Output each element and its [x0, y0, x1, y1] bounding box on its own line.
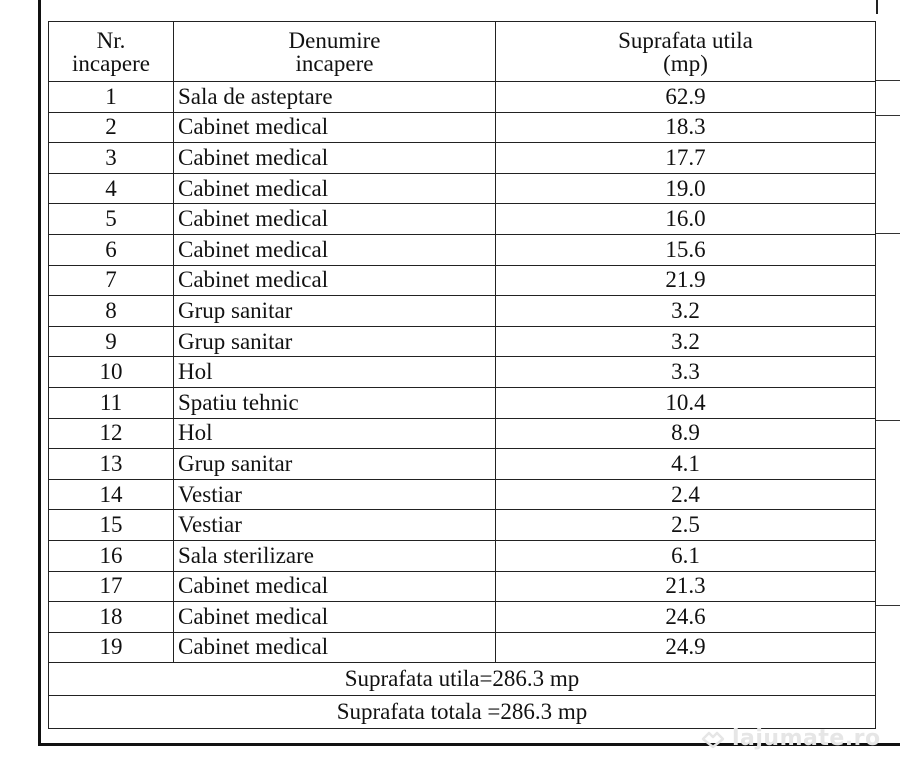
watermark-text: lajumate.ro — [732, 726, 881, 751]
room-name-cell: Cabinet medical — [174, 112, 496, 143]
room-number-cell: 3 — [49, 143, 174, 174]
room-number-cell: 17 — [49, 571, 174, 602]
room-number-cell: 6 — [49, 234, 174, 265]
room-area-cell: 24.9 — [496, 632, 876, 663]
room-area-cell: 21.3 — [496, 571, 876, 602]
table-row — [49, 326, 876, 357]
room-number-cell: 5 — [49, 204, 174, 235]
frame-tick-line — [876, 115, 900, 116]
room-area-cell: 3.2 — [496, 296, 876, 327]
table-row — [49, 265, 876, 296]
room-number-cell: 14 — [49, 479, 174, 510]
table-header-row — [49, 22, 876, 82]
room-number-cell: 2 — [49, 112, 174, 143]
useful-area-total: Suprafata utila=286.3 mp — [49, 663, 876, 696]
room-area-cell: 16.0 — [496, 204, 876, 235]
room-number-cell: 18 — [49, 602, 174, 633]
room-name-cell: Cabinet medical — [174, 234, 496, 265]
room-number-cell: 10 — [49, 357, 174, 388]
room-name-cell: Cabinet medical — [174, 602, 496, 633]
drawing-frame-right-edge — [876, 0, 878, 14]
room-number-cell: 9 — [49, 326, 174, 357]
room-area-cell: 2.4 — [496, 479, 876, 510]
room-name-cell: Vestiar — [174, 479, 496, 510]
header-room-number: Nr. incapere — [49, 22, 174, 82]
room-name-cell: Sala de asteptare — [174, 82, 496, 113]
room-area-table — [48, 21, 876, 729]
room-number-cell: 7 — [49, 265, 174, 296]
room-name-cell: Cabinet medical — [174, 632, 496, 663]
room-name-cell: Cabinet medical — [174, 571, 496, 602]
room-area-cell: 17.7 — [496, 143, 876, 174]
room-number-cell: 15 — [49, 510, 174, 541]
table-row — [49, 112, 876, 143]
room-name-cell: Cabinet medical — [174, 265, 496, 296]
header-useful-area: Suprafata utila (mp) — [496, 22, 876, 82]
room-number-cell: 1 — [49, 82, 174, 113]
room-area-cell: 3.2 — [496, 326, 876, 357]
room-area-cell: 62.9 — [496, 82, 876, 113]
total-area-row — [49, 696, 876, 729]
useful-area-total-row — [49, 663, 876, 696]
table-row — [49, 479, 876, 510]
room-area-cell: 8.9 — [496, 418, 876, 449]
room-number-cell: 11 — [49, 387, 174, 418]
room-name-cell: Grup sanitar — [174, 449, 496, 480]
room-name-cell: Sala sterilizare — [174, 540, 496, 571]
frame-tick-line — [876, 420, 900, 421]
frame-tick-line — [876, 605, 900, 606]
room-name-cell: Grup sanitar — [174, 296, 496, 327]
room-area-cell: 21.9 — [496, 265, 876, 296]
room-name-cell: Hol — [174, 418, 496, 449]
room-area-cell: 10.4 — [496, 387, 876, 418]
room-name-cell: Spatiu tehnic — [174, 387, 496, 418]
room-area-cell: 6.1 — [496, 540, 876, 571]
room-name-cell: Grup sanitar — [174, 326, 496, 357]
room-name-cell: Cabinet medical — [174, 204, 496, 235]
room-name-cell: Hol — [174, 357, 496, 388]
drawing-frame-left-border — [38, 0, 41, 746]
room-area-cell: 15.6 — [496, 234, 876, 265]
table-row — [49, 143, 876, 174]
room-number-cell: 19 — [49, 632, 174, 663]
table-row — [49, 357, 876, 388]
table-row — [49, 632, 876, 663]
room-number-cell: 4 — [49, 173, 174, 204]
table-row — [49, 204, 876, 235]
room-area-cell: 2.5 — [496, 510, 876, 541]
table-row — [49, 173, 876, 204]
table-row — [49, 602, 876, 633]
lajumate-logo-icon — [700, 729, 726, 749]
room-area-cell: 4.1 — [496, 449, 876, 480]
room-number-cell: 8 — [49, 296, 174, 327]
room-area-cell: 24.6 — [496, 602, 876, 633]
table-row — [49, 540, 876, 571]
frame-tick-line — [876, 80, 900, 81]
table-row — [49, 571, 876, 602]
room-area-cell: 19.0 — [496, 173, 876, 204]
room-area-cell: 18.3 — [496, 112, 876, 143]
room-number-cell: 16 — [49, 540, 174, 571]
total-area: Suprafata totala =286.3 mp — [49, 696, 876, 729]
table-row — [49, 418, 876, 449]
table-row — [49, 387, 876, 418]
room-number-cell: 12 — [49, 418, 174, 449]
watermark — [700, 726, 881, 751]
table-row — [49, 82, 876, 113]
frame-tick-line — [876, 233, 900, 234]
room-name-cell: Cabinet medical — [174, 173, 496, 204]
room-area-cell: 3.3 — [496, 357, 876, 388]
table-row — [49, 234, 876, 265]
room-number-cell: 13 — [49, 449, 174, 480]
room-name-cell: Cabinet medical — [174, 143, 496, 174]
table-row — [49, 510, 876, 541]
room-name-cell: Vestiar — [174, 510, 496, 541]
table-row — [49, 449, 876, 480]
header-room-name: Denumire incapere — [174, 22, 496, 82]
table-row — [49, 296, 876, 327]
